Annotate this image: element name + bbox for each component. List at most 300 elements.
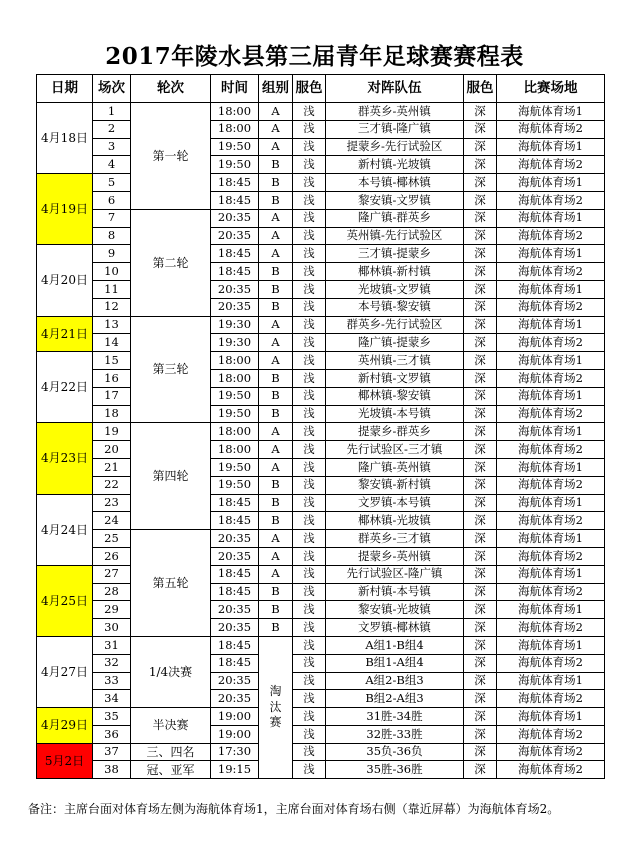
away-color-cell: 深 bbox=[464, 387, 497, 405]
time-cell: 18:45 bbox=[211, 191, 259, 209]
away-color-cell: 深 bbox=[464, 761, 497, 779]
table-row bbox=[37, 263, 605, 281]
time-cell: 18:45 bbox=[211, 654, 259, 672]
table-row bbox=[37, 138, 605, 156]
away-color-cell: 深 bbox=[464, 512, 497, 530]
match-no-cell: 9 bbox=[93, 245, 131, 263]
time-cell: 18:45 bbox=[211, 636, 259, 654]
venue-cell: 海航体育场2 bbox=[497, 227, 605, 245]
group-cell: A bbox=[259, 120, 293, 138]
venue-cell: 海航体育场1 bbox=[497, 280, 605, 298]
group-cell: B bbox=[259, 174, 293, 192]
venue-cell: 海航体育场2 bbox=[497, 405, 605, 423]
time-cell: 20:35 bbox=[211, 601, 259, 619]
away-color-cell: 深 bbox=[464, 743, 497, 761]
table-row bbox=[37, 405, 605, 423]
venue-cell: 海航体育场1 bbox=[497, 601, 605, 619]
time-cell: 19:50 bbox=[211, 156, 259, 174]
match-no-cell: 5 bbox=[93, 174, 131, 192]
table-row bbox=[37, 636, 605, 654]
home-color-cell: 浅 bbox=[293, 423, 326, 441]
match-no-cell: 32 bbox=[93, 654, 131, 672]
venue-cell: 海航体育场1 bbox=[497, 423, 605, 441]
teams-cell: 群英乡-三才镇 bbox=[326, 530, 464, 548]
time-cell: 19:30 bbox=[211, 316, 259, 334]
time-cell: 18:00 bbox=[211, 120, 259, 138]
venue-cell: 海航体育场2 bbox=[497, 476, 605, 494]
table-row bbox=[37, 601, 605, 619]
table-row bbox=[37, 583, 605, 601]
venue-cell: 海航体育场2 bbox=[497, 690, 605, 708]
time-cell: 18:00 bbox=[211, 369, 259, 387]
venue-cell: 海航体育场2 bbox=[497, 512, 605, 530]
match-no-cell: 14 bbox=[93, 334, 131, 352]
away-color-cell: 深 bbox=[464, 334, 497, 352]
match-no-cell: 30 bbox=[93, 619, 131, 637]
away-color-cell: 深 bbox=[464, 227, 497, 245]
date-cell: 4月22日 bbox=[37, 352, 93, 423]
match-no-cell: 12 bbox=[93, 298, 131, 316]
date-cell: 4月19日 bbox=[37, 174, 93, 245]
teams-cell: 35负-36负 bbox=[326, 743, 464, 761]
away-color-cell: 深 bbox=[464, 209, 497, 227]
venue-cell: 海航体育场1 bbox=[497, 103, 605, 121]
group-cell: B bbox=[259, 512, 293, 530]
match-no-cell: 10 bbox=[93, 263, 131, 281]
group-cell: B bbox=[259, 263, 293, 281]
home-color-cell: 浅 bbox=[293, 138, 326, 156]
group-cell: B bbox=[259, 387, 293, 405]
time-cell: 18:45 bbox=[211, 565, 259, 583]
teams-cell: 提蒙乡-先行试验区 bbox=[326, 138, 464, 156]
home-color-cell: 浅 bbox=[293, 690, 326, 708]
match-no-cell: 16 bbox=[93, 369, 131, 387]
teams-cell: 32胜-33胜 bbox=[326, 725, 464, 743]
round-cell: 第二轮 bbox=[131, 209, 211, 316]
time-cell: 19:15 bbox=[211, 761, 259, 779]
group-cell: B bbox=[259, 191, 293, 209]
match-no-cell: 38 bbox=[93, 761, 131, 779]
group-cell: B bbox=[259, 405, 293, 423]
match-no-cell: 18 bbox=[93, 405, 131, 423]
home-color-cell: 浅 bbox=[293, 387, 326, 405]
match-no-cell: 3 bbox=[93, 138, 131, 156]
group-cell: A bbox=[259, 227, 293, 245]
match-no-cell: 20 bbox=[93, 441, 131, 459]
match-no-cell: 11 bbox=[93, 280, 131, 298]
teams-cell: 31胜-34胜 bbox=[326, 708, 464, 726]
home-color-cell: 浅 bbox=[293, 441, 326, 459]
away-color-cell: 深 bbox=[464, 245, 497, 263]
venue-cell: 海航体育场2 bbox=[497, 298, 605, 316]
teams-cell: 文罗镇-本号镇 bbox=[326, 494, 464, 512]
time-cell: 18:00 bbox=[211, 352, 259, 370]
time-cell: 20:35 bbox=[211, 227, 259, 245]
away-color-cell: 深 bbox=[464, 494, 497, 512]
home-color-cell: 浅 bbox=[293, 120, 326, 138]
time-cell: 20:35 bbox=[211, 619, 259, 637]
away-color-cell: 深 bbox=[464, 476, 497, 494]
teams-cell: 隆广镇-提蒙乡 bbox=[326, 334, 464, 352]
away-color-cell: 深 bbox=[464, 298, 497, 316]
venue-cell: 海航体育场1 bbox=[497, 458, 605, 476]
group-cell: A bbox=[259, 458, 293, 476]
group-cell: A bbox=[259, 423, 293, 441]
elimination-char: 汰 bbox=[269, 699, 282, 714]
home-color-cell: 浅 bbox=[293, 530, 326, 548]
away-color-cell: 深 bbox=[464, 423, 497, 441]
teams-cell: 英州镇-三才镇 bbox=[326, 352, 464, 370]
away-color-cell: 深 bbox=[464, 441, 497, 459]
match-no-cell: 24 bbox=[93, 512, 131, 530]
teams-cell: 黎安镇-光坡镇 bbox=[326, 601, 464, 619]
round-cell: 1/4决赛 bbox=[131, 636, 211, 707]
time-cell: 18:00 bbox=[211, 103, 259, 121]
time-cell: 20:35 bbox=[211, 280, 259, 298]
date-cell: 4月21日 bbox=[37, 316, 93, 352]
home-color-cell: 浅 bbox=[293, 636, 326, 654]
page-title: 2017年陵水县第三届青年足球赛赛程表 bbox=[105, 43, 524, 70]
time-cell: 19:50 bbox=[211, 138, 259, 156]
time-cell: 18:00 bbox=[211, 423, 259, 441]
match-no-cell: 8 bbox=[93, 227, 131, 245]
away-color-cell: 深 bbox=[464, 601, 497, 619]
match-no-cell: 29 bbox=[93, 601, 131, 619]
away-color-cell: 深 bbox=[464, 316, 497, 334]
match-no-cell: 35 bbox=[93, 708, 131, 726]
round-cell: 第一轮 bbox=[131, 103, 211, 210]
table-row bbox=[37, 458, 605, 476]
header-away-color: 服色 bbox=[464, 75, 497, 103]
table-row bbox=[37, 280, 605, 298]
teams-cell: 新村镇-文罗镇 bbox=[326, 369, 464, 387]
home-color-cell: 浅 bbox=[293, 476, 326, 494]
match-no-cell: 4 bbox=[93, 156, 131, 174]
time-cell: 19:50 bbox=[211, 458, 259, 476]
round-cell: 第五轮 bbox=[131, 530, 211, 637]
home-color-cell: 浅 bbox=[293, 565, 326, 583]
table-row bbox=[37, 352, 605, 370]
time-cell: 19:50 bbox=[211, 405, 259, 423]
venue-cell: 海航体育场2 bbox=[497, 725, 605, 743]
group-cell: A bbox=[259, 565, 293, 583]
teams-cell: 光坡镇-本号镇 bbox=[326, 405, 464, 423]
table-row bbox=[37, 441, 605, 459]
teams-cell: 黎安镇-新村镇 bbox=[326, 476, 464, 494]
table-row bbox=[37, 761, 605, 779]
group-cell: A bbox=[259, 316, 293, 334]
round-cell: 三、四名 bbox=[131, 743, 211, 761]
venue-cell: 海航体育场2 bbox=[497, 547, 605, 565]
venue-cell: 海航体育场2 bbox=[497, 583, 605, 601]
away-color-cell: 深 bbox=[464, 458, 497, 476]
table-row bbox=[37, 619, 605, 637]
home-color-cell: 浅 bbox=[293, 761, 326, 779]
table-row bbox=[37, 494, 605, 512]
home-color-cell: 浅 bbox=[293, 743, 326, 761]
venue-cell: 海航体育场2 bbox=[497, 156, 605, 174]
home-color-cell: 浅 bbox=[293, 209, 326, 227]
time-cell: 18:45 bbox=[211, 512, 259, 530]
away-color-cell: 深 bbox=[464, 156, 497, 174]
venue-cell: 海航体育场1 bbox=[497, 530, 605, 548]
away-color-cell: 深 bbox=[464, 120, 497, 138]
header-venue: 比赛场地 bbox=[497, 75, 605, 103]
date-cell: 4月29日 bbox=[37, 708, 93, 744]
group-cell: A bbox=[259, 245, 293, 263]
table-row bbox=[37, 245, 605, 263]
teams-cell: 隆广镇-群英乡 bbox=[326, 209, 464, 227]
away-color-cell: 深 bbox=[464, 583, 497, 601]
match-no-cell: 19 bbox=[93, 423, 131, 441]
table-row bbox=[37, 530, 605, 548]
away-color-cell: 深 bbox=[464, 530, 497, 548]
match-no-cell: 27 bbox=[93, 565, 131, 583]
away-color-cell: 深 bbox=[464, 103, 497, 121]
header-match-no: 场次 bbox=[93, 75, 131, 103]
away-color-cell: 深 bbox=[464, 636, 497, 654]
table-row bbox=[37, 672, 605, 690]
date-cell: 4月25日 bbox=[37, 565, 93, 636]
teams-cell: 椰林镇-黎安镇 bbox=[326, 387, 464, 405]
teams-cell: 35胜-36胜 bbox=[326, 761, 464, 779]
venue-cell: 海航体育场2 bbox=[497, 441, 605, 459]
away-color-cell: 深 bbox=[464, 725, 497, 743]
table-row bbox=[37, 654, 605, 672]
away-color-cell: 深 bbox=[464, 174, 497, 192]
table-row bbox=[37, 423, 605, 441]
away-color-cell: 深 bbox=[464, 138, 497, 156]
away-color-cell: 深 bbox=[464, 654, 497, 672]
away-color-cell: 深 bbox=[464, 565, 497, 583]
teams-cell: 提蒙乡-英州镇 bbox=[326, 547, 464, 565]
match-no-cell: 23 bbox=[93, 494, 131, 512]
teams-cell: 三才镇-提蒙乡 bbox=[326, 245, 464, 263]
table-row bbox=[37, 743, 605, 761]
home-color-cell: 浅 bbox=[293, 352, 326, 370]
venue-cell: 海航体育场2 bbox=[497, 120, 605, 138]
home-color-cell: 浅 bbox=[293, 334, 326, 352]
group-cell: B bbox=[259, 583, 293, 601]
schedule-body bbox=[37, 103, 605, 779]
teams-cell: 群英乡-先行试验区 bbox=[326, 316, 464, 334]
group-cell: B bbox=[259, 494, 293, 512]
away-color-cell: 深 bbox=[464, 672, 497, 690]
table-row bbox=[37, 725, 605, 743]
venue-cell: 海航体育场2 bbox=[497, 619, 605, 637]
home-color-cell: 浅 bbox=[293, 369, 326, 387]
teams-cell: 新村镇-光坡镇 bbox=[326, 156, 464, 174]
header-time: 时间 bbox=[211, 75, 259, 103]
venue-cell: 海航体育场2 bbox=[497, 654, 605, 672]
match-no-cell: 33 bbox=[93, 672, 131, 690]
header-home-color: 服色 bbox=[293, 75, 326, 103]
venue-cell: 海航体育场1 bbox=[497, 316, 605, 334]
time-cell: 18:45 bbox=[211, 263, 259, 281]
home-color-cell: 浅 bbox=[293, 280, 326, 298]
home-color-cell: 浅 bbox=[293, 103, 326, 121]
time-cell: 18:45 bbox=[211, 583, 259, 601]
match-no-cell: 26 bbox=[93, 547, 131, 565]
header-round: 轮次 bbox=[131, 75, 211, 103]
time-cell: 18:45 bbox=[211, 245, 259, 263]
teams-cell: 隆广镇-英州镇 bbox=[326, 458, 464, 476]
time-cell: 17:30 bbox=[211, 743, 259, 761]
venue-cell: 海航体育场2 bbox=[497, 334, 605, 352]
match-no-cell: 25 bbox=[93, 530, 131, 548]
table-row bbox=[37, 174, 605, 192]
teams-cell: 群英乡-英州镇 bbox=[326, 103, 464, 121]
match-no-cell: 31 bbox=[93, 636, 131, 654]
footnote: 备注：主席台面对体育场左侧为海航体育场1，主席台面对体育场右侧（靠近屏幕）为海航体育场2。 bbox=[28, 802, 560, 816]
group-cell: A bbox=[259, 547, 293, 565]
venue-cell: 海航体育场2 bbox=[497, 761, 605, 779]
home-color-cell: 浅 bbox=[293, 725, 326, 743]
time-cell: 20:35 bbox=[211, 690, 259, 708]
match-no-cell: 34 bbox=[93, 690, 131, 708]
away-color-cell: 深 bbox=[464, 280, 497, 298]
group-cell: B bbox=[259, 476, 293, 494]
elimination-char: 赛 bbox=[269, 715, 282, 730]
teams-cell: 英州镇-先行试验区 bbox=[326, 227, 464, 245]
time-cell: 20:35 bbox=[211, 547, 259, 565]
header-date: 日期 bbox=[37, 75, 93, 103]
match-no-cell: 1 bbox=[93, 103, 131, 121]
away-color-cell: 深 bbox=[464, 369, 497, 387]
round-cell: 第三轮 bbox=[131, 316, 211, 423]
group-cell: A bbox=[259, 441, 293, 459]
away-color-cell: 深 bbox=[464, 191, 497, 209]
home-color-cell: 浅 bbox=[293, 708, 326, 726]
table-row bbox=[37, 547, 605, 565]
table-row bbox=[37, 227, 605, 245]
schedule-table bbox=[36, 74, 605, 779]
match-no-cell: 21 bbox=[93, 458, 131, 476]
time-cell: 18:45 bbox=[211, 174, 259, 192]
group-cell: B bbox=[259, 280, 293, 298]
table-row bbox=[37, 298, 605, 316]
away-color-cell: 深 bbox=[464, 619, 497, 637]
teams-cell: 黎安镇-文罗镇 bbox=[326, 191, 464, 209]
group-cell: B bbox=[259, 619, 293, 637]
table-row bbox=[37, 708, 605, 726]
teams-cell: 椰林镇-光坡镇 bbox=[326, 512, 464, 530]
time-cell: 19:30 bbox=[211, 334, 259, 352]
round-cell: 第四轮 bbox=[131, 423, 211, 530]
time-cell: 18:45 bbox=[211, 494, 259, 512]
away-color-cell: 深 bbox=[464, 547, 497, 565]
home-color-cell: 浅 bbox=[293, 512, 326, 530]
group-cell: A bbox=[259, 209, 293, 227]
match-no-cell: 17 bbox=[93, 387, 131, 405]
home-color-cell: 浅 bbox=[293, 494, 326, 512]
match-no-cell: 6 bbox=[93, 191, 131, 209]
group-cell: B bbox=[259, 601, 293, 619]
venue-cell: 海航体育场1 bbox=[497, 494, 605, 512]
group-cell: B bbox=[259, 369, 293, 387]
table-row bbox=[37, 476, 605, 494]
venue-cell: 海航体育场1 bbox=[497, 352, 605, 370]
table-row bbox=[37, 120, 605, 138]
time-cell: 19:00 bbox=[211, 708, 259, 726]
venue-cell: 海航体育场1 bbox=[497, 245, 605, 263]
table-row bbox=[37, 156, 605, 174]
table-row bbox=[37, 387, 605, 405]
teams-cell: 提蒙乡-群英乡 bbox=[326, 423, 464, 441]
venue-cell: 海航体育场1 bbox=[497, 138, 605, 156]
teams-cell: B组2-A组3 bbox=[326, 690, 464, 708]
teams-cell: A组2-B组3 bbox=[326, 672, 464, 690]
venue-cell: 海航体育场1 bbox=[497, 565, 605, 583]
home-color-cell: 浅 bbox=[293, 654, 326, 672]
date-cell: 5月2日 bbox=[37, 743, 93, 779]
teams-cell: 新村镇-本号镇 bbox=[326, 583, 464, 601]
date-cell: 4月24日 bbox=[37, 494, 93, 565]
group-cell: A bbox=[259, 138, 293, 156]
home-color-cell: 浅 bbox=[293, 405, 326, 423]
home-color-cell: 浅 bbox=[293, 191, 326, 209]
table-row bbox=[37, 103, 605, 121]
table-row bbox=[37, 369, 605, 387]
group-cell: B bbox=[259, 156, 293, 174]
time-cell: 20:35 bbox=[211, 672, 259, 690]
home-color-cell: 浅 bbox=[293, 227, 326, 245]
venue-cell: 海航体育场1 bbox=[497, 174, 605, 192]
away-color-cell: 深 bbox=[464, 263, 497, 281]
group-cell: A bbox=[259, 530, 293, 548]
table-row bbox=[37, 512, 605, 530]
teams-cell: 光坡镇-文罗镇 bbox=[326, 280, 464, 298]
away-color-cell: 深 bbox=[464, 352, 497, 370]
time-cell: 20:35 bbox=[211, 530, 259, 548]
home-color-cell: 浅 bbox=[293, 619, 326, 637]
venue-cell: 海航体育场1 bbox=[497, 387, 605, 405]
group-cell: A bbox=[259, 352, 293, 370]
match-no-cell: 28 bbox=[93, 583, 131, 601]
venue-cell: 海航体育场1 bbox=[497, 708, 605, 726]
time-cell: 19:00 bbox=[211, 725, 259, 743]
home-color-cell: 浅 bbox=[293, 458, 326, 476]
venue-cell: 海航体育场2 bbox=[497, 263, 605, 281]
home-color-cell: 浅 bbox=[293, 601, 326, 619]
elimination-cell bbox=[259, 636, 293, 778]
table-row bbox=[37, 334, 605, 352]
table-row bbox=[37, 565, 605, 583]
round-cell: 半决赛 bbox=[131, 708, 211, 744]
home-color-cell: 浅 bbox=[293, 583, 326, 601]
table-row bbox=[37, 191, 605, 209]
match-no-cell: 37 bbox=[93, 743, 131, 761]
time-cell: 19:50 bbox=[211, 387, 259, 405]
teams-cell: B组1-A组4 bbox=[326, 654, 464, 672]
venue-cell: 海航体育场2 bbox=[497, 369, 605, 387]
teams-cell: 椰林镇-新村镇 bbox=[326, 263, 464, 281]
group-cell: B bbox=[259, 298, 293, 316]
table-row bbox=[37, 690, 605, 708]
round-cell: 冠、亚军 bbox=[131, 761, 211, 779]
match-no-cell: 15 bbox=[93, 352, 131, 370]
group-cell: A bbox=[259, 103, 293, 121]
venue-cell: 海航体育场2 bbox=[497, 191, 605, 209]
header-teams: 对阵队伍 bbox=[326, 75, 464, 103]
time-cell: 18:00 bbox=[211, 441, 259, 459]
match-no-cell: 36 bbox=[93, 725, 131, 743]
teams-cell: 文罗镇-椰林镇 bbox=[326, 619, 464, 637]
home-color-cell: 浅 bbox=[293, 547, 326, 565]
teams-cell: 先行试验区-三才镇 bbox=[326, 441, 464, 459]
home-color-cell: 浅 bbox=[293, 263, 326, 281]
teams-cell: 三才镇-隆广镇 bbox=[326, 120, 464, 138]
